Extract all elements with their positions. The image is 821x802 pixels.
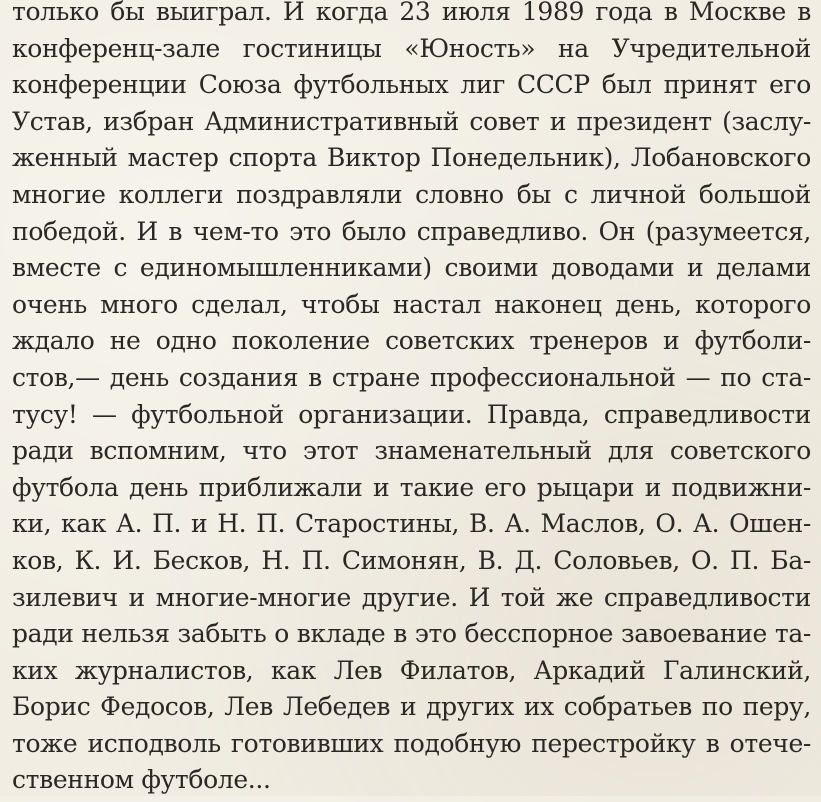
text-line: тоже исподволь готовивших подобную перестройку в отече-: [12, 728, 811, 758]
text-line: стов,— день создания в стране профессиональной — по ста-: [12, 362, 811, 392]
text-line: вместе с единомышленниками) своими доводами и делами: [12, 253, 811, 283]
text-line: футбола день приближали и такие его рыцари и подвижни-: [12, 472, 811, 502]
text-line: ради нельзя забыть о вкладе в это бесспорное завоевание та-: [12, 619, 811, 649]
text-line: победой. И в чем-то это было справедливо. Он (разумеется,: [12, 216, 811, 246]
text-line: ждало не одно поколение советских тренеров и футболи-: [12, 326, 811, 356]
text-line: ки, как А. П. и Н. П. Старостины, В. А. Маслов, О. А. Ошен-: [12, 509, 811, 539]
text-line: тусу! — футбольной организации. Правда, справедливости: [12, 399, 811, 429]
text-line: очень много сделал, чтобы настал наконец день, которого: [12, 289, 811, 319]
text-line: многие коллеги поздравляли словно бы с личной большой: [12, 179, 811, 209]
text-line: Борис Федосов, Лев Лебедев и других их собратьев по перу,: [12, 692, 811, 722]
text-line: ких журналистов, как Лев Филатов, Аркадий Галинский,: [12, 655, 811, 685]
text-line: конференц-зале гостиницы «Юность» на Учредительной: [12, 33, 811, 63]
body-paragraph: [12, 0, 811, 799]
text-line: ради вспомним, что этот знаменательный для советского: [12, 436, 811, 466]
text-line: женный мастер спорта Виктор Понедельник), Лобановского: [12, 143, 811, 173]
text-line: конференции Союза футбольных лиг СССР был принят его: [12, 70, 811, 100]
text-line: ков, К. И. Бесков, Н. П. Симонян, В. Д. Соловьев, О. П. Ба-: [12, 545, 811, 575]
text-line: Устав, избран Административный совет и президент (заслу-: [12, 106, 811, 136]
text-line-last: ственном футболе...: [12, 765, 271, 795]
text-line: зилевич и многие-многие другие. И той же справедливости: [12, 582, 811, 612]
text-line: только бы выиграл. И когда 23 июля 1989 года в Москве в: [12, 0, 811, 26]
